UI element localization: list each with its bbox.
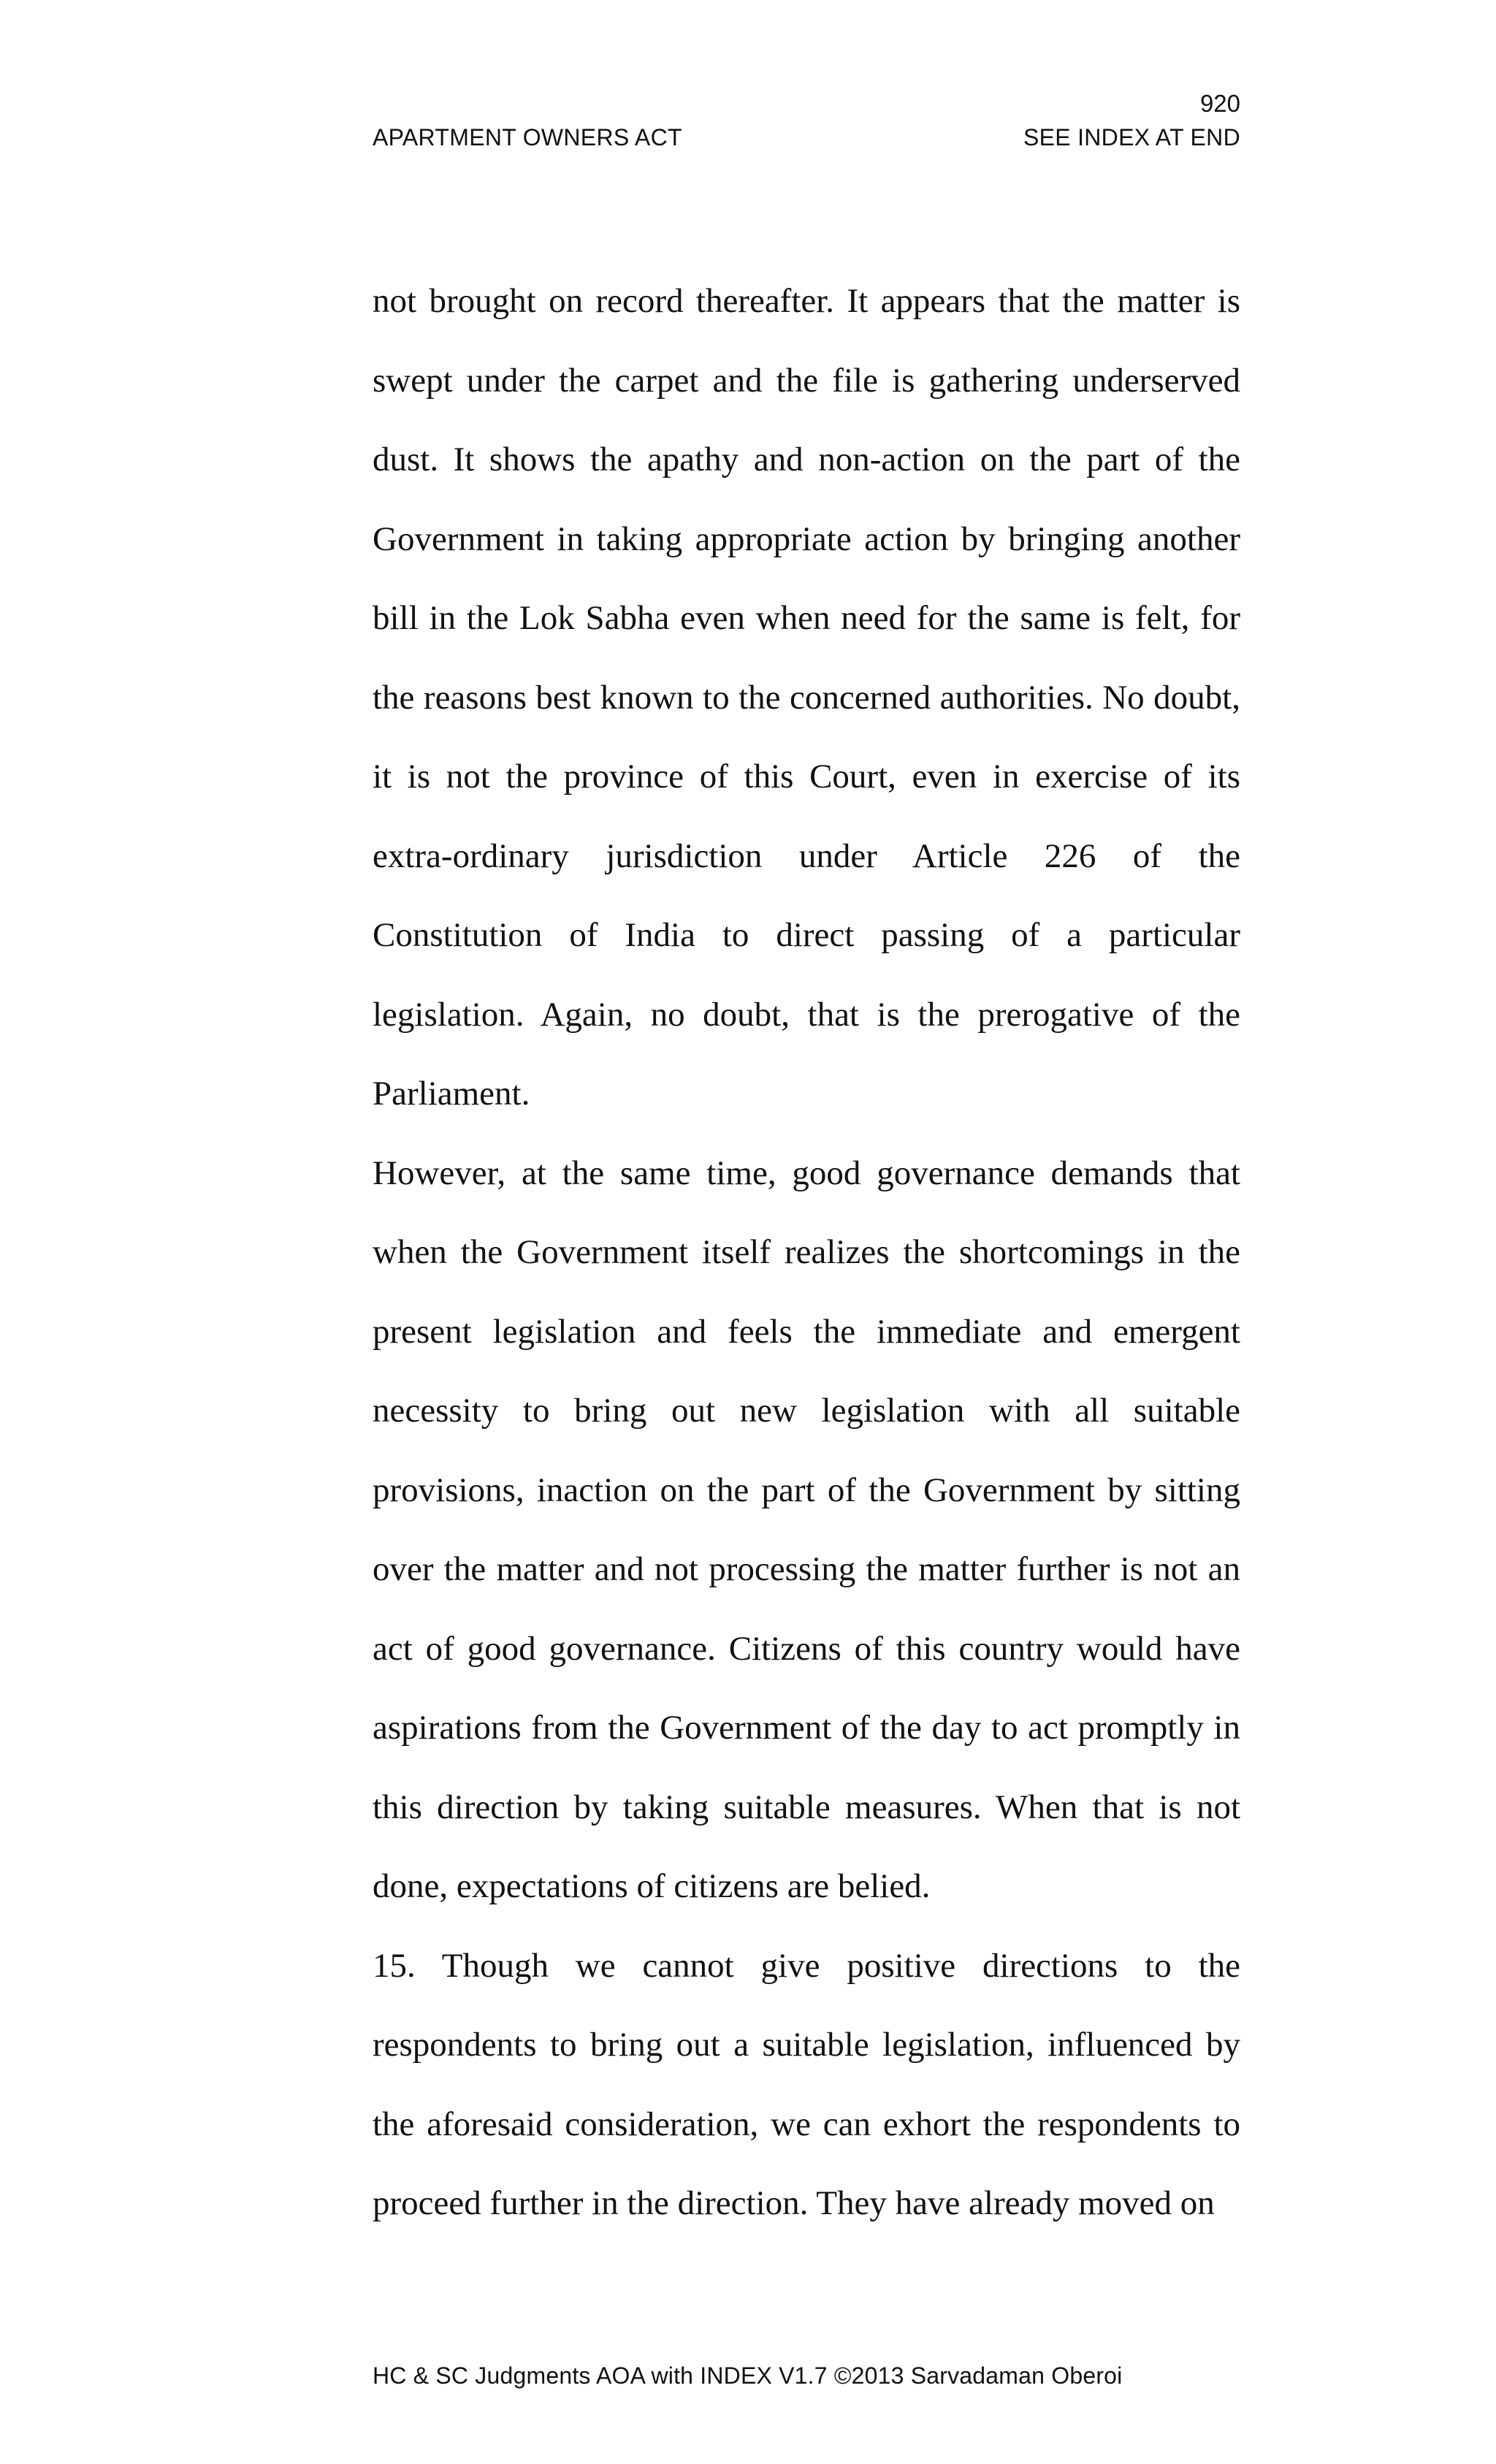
paragraph: However, at the same time, good governance demands that when the Government itself realizes the shortcomings in the present legislation and feels the immediate and emergent necessity to bring out new legislation with all suitable provisions, inaction on the part of the Government by sitting over the matter and not processing the matter further is not an act of good governance. Citizens of this country would have aspirations from the Government of the day to act promptly in this direction by taking suitable measures. When that is not done, expectations of citizens are belied. [373, 1153, 1240, 1905]
page-number: 920 [1199, 90, 1240, 117]
running-header-title: APARTMENT OWNERS ACT [373, 124, 682, 150]
page-footer: HC & SC Judgments AOA with INDEX V1.7 ©2013 Sarvadaman Oberoi [373, 2362, 1123, 2389]
paragraph: not brought on record thereafter. It appears that the matter is swept under the carpet and the file is gathering underserved dust. It shows the apathy and non-action on the part of the Government in taking appropriate action by bringing another bill in the Lok Sabha even when need for the same is felt, for the reasons best known to the concerned authorities. No doubt, it is not the province of this Court, even in exercise of its extra-ordinary jurisdiction under Article 226 of the Constitution of India to direct passing of a particular legislation. Again, no doubt, that is the prerogative of the Parliament. [373, 282, 1240, 1113]
paragraph: 15. Though we cannot give positive directions to the respondents to bring out a suitable legislation, influenced by the aforesaid consideration, we can exhort the respondents to proceed further in the direction. They have already moved on [373, 1946, 1240, 2222]
judgment-body [373, 262, 1240, 2243]
running-header-index-note: SEE INDEX AT END [1023, 124, 1240, 150]
